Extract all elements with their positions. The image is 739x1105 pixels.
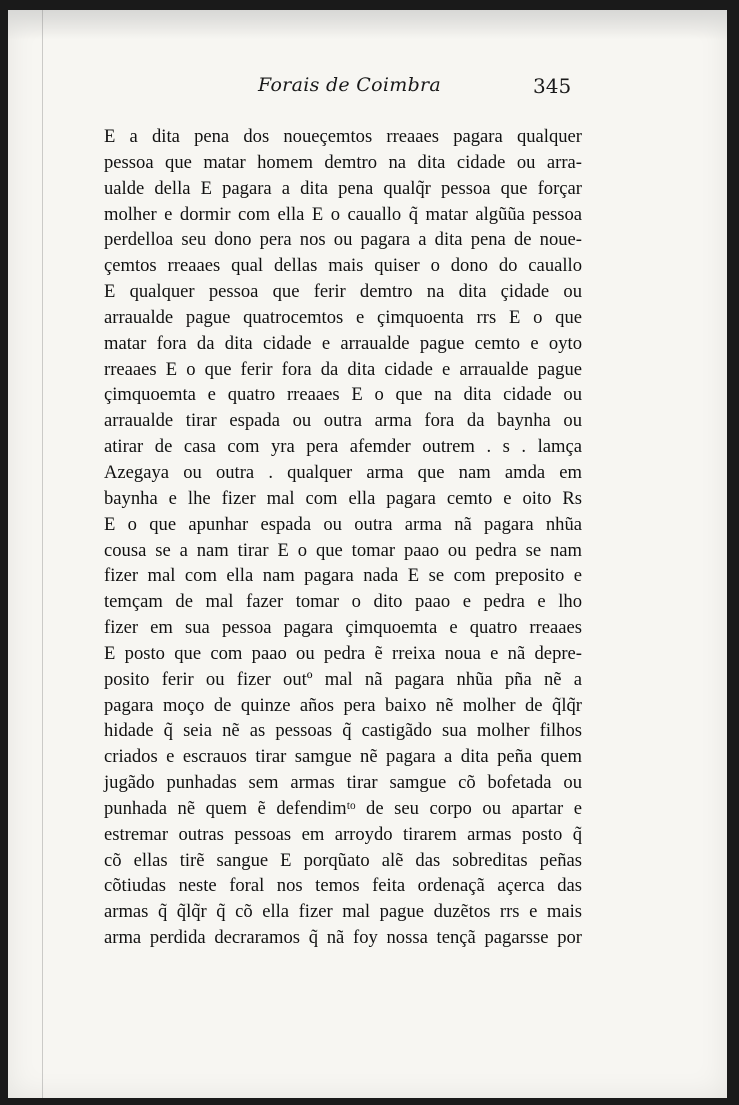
book-page [8, 10, 727, 1098]
text-line: perdelloa seu dono pera nos ou pagara a dita pena de noue- [104, 229, 582, 251]
page-number: 345 [533, 74, 572, 98]
text-line: baynha e lhe fizer mal com ella pagara cemto e oito Rs [104, 487, 582, 509]
text-line: E a dita pena dos noueçemtos rreaaes pagara qualquer [104, 126, 582, 147]
gutter-line [42, 10, 43, 1098]
text-line: pagara moço de quinze años pera baixo nẽ molher de q̃lq̃r [104, 694, 582, 716]
text-line: cõ ellas tirẽ sangue E porqũato alẽ das sobreditas peñas [104, 849, 582, 871]
text-line: punhada nẽ quem ẽ defendimᵗᵒ de seu corpo ou apartar e [104, 797, 582, 819]
page-header [8, 74, 727, 104]
text-line: çimquoemta e quatro rreaaes E o que na dita cidade ou [104, 384, 582, 406]
text-line: estremar outras pessoas em arroydo tirarem armas posto q̃ [104, 823, 582, 845]
text-line: E qualquer pessoa que ferir demtro na dita çidade ou [104, 281, 582, 303]
text-line: armas q̃ q̃lq̃r q̃ cõ ella fizer mal pague duzẽtos rrs e mais [104, 901, 582, 923]
text-line: rreaaes E o que ferir fora da dita cidade e arraualde pague [104, 358, 582, 380]
text-line: jugãdo punhadas sem armas tirar samgue cõ bofetada ou [104, 772, 582, 794]
text-line: E o que apunhar espada ou outra arma nã pagara nhũa [104, 513, 582, 535]
text-line: cousa se a nam tirar E o que tomar paao ou pedra se nam [104, 539, 582, 561]
text-line: arraualde pague quatrocemtos e çimquoenta rrs E o que [104, 306, 582, 328]
text-line: pessoa que matar homem demtro na dita cidade ou arra- [104, 151, 582, 173]
text-line: fizer mal com ella nam pagara nada E se com preposito e [104, 565, 582, 587]
text-line: hidade q̃ seia nẽ as pessoas q̃ castigãdo sua molher filhos [104, 720, 582, 742]
text-line: fizer em sua pessoa pagara çimquoemta e quatro rreaaes [104, 617, 582, 639]
text-line: E posto que com paao ou pedra ẽ rreixa noua e nã depre- [104, 642, 582, 664]
text-line: posito ferir ou fizer outº mal nã pagara nhũa pña nẽ a [104, 668, 582, 690]
text-line: criados e escrauos tirar samgue nẽ pagara a dita peña quem [104, 746, 582, 768]
text-line: arma perdida decraramos q̃ nã foy nossa tençã pagarsse por [104, 927, 582, 949]
text-line: ualde della E pagara a dita pena qualq̃r pessoa que forçar [104, 177, 582, 199]
text-line: matar fora da dita cidade e arraualde pague cemto e oyto [104, 332, 582, 354]
text-line: temçam de mal fazer tomar o dito paao e pedra e lho [104, 591, 582, 613]
scan-shadow [8, 10, 727, 40]
text-line: çemtos rreaaes qual dellas mais quiser o dono do cauallo [104, 255, 582, 277]
text-line: atirar de casa com yra pera afemder outrem . s . lamça [104, 436, 582, 458]
text-line: molher e dormir com ella E o cauallo q̃ matar algũũa pessoa [104, 203, 582, 225]
text-line: Azegaya ou outra . qualquer arma que nam amda em [104, 461, 582, 483]
text-line: cõtiudas neste foral nos temos feita ordenaçã açerca das [104, 875, 582, 897]
text-line: arraualde tirar espada ou outra arma fora da baynha ou [104, 410, 582, 432]
body-text [104, 124, 582, 951]
running-title: Forais de Coimbra [258, 74, 442, 96]
